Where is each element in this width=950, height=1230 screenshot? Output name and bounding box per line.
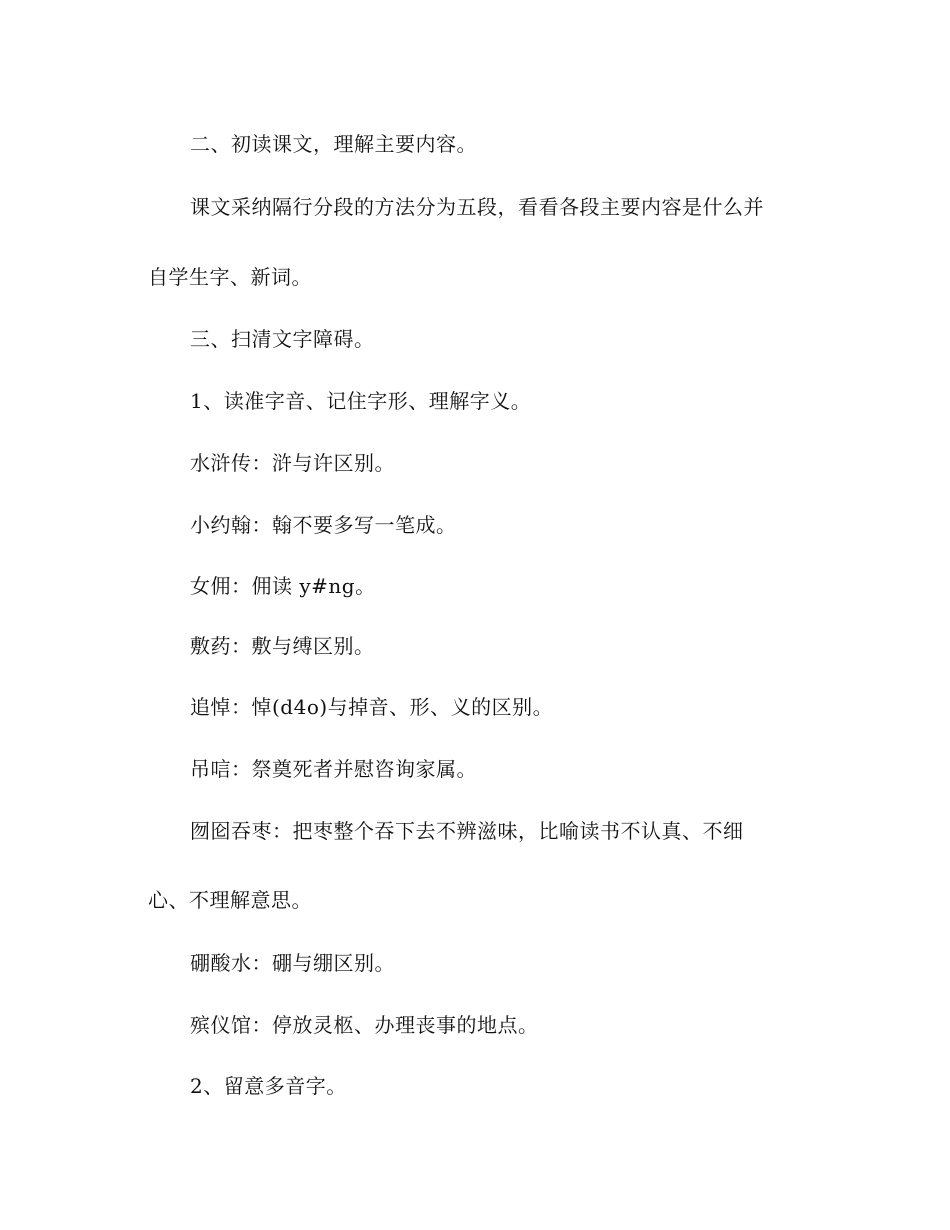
vocab-item: 女佣：佣读 y#ng。: [190, 574, 376, 598]
vocab-item: 敷药：敷与缚区别。: [190, 634, 375, 658]
vocab-item: 殡仪馆：停放灵柩、办理丧事的地点。: [190, 1013, 539, 1037]
subheading-2: 2、留意多音字。: [190, 1074, 347, 1098]
paragraph-line: 课文采纳隔行分段的方法分为五段，看看各段主要内容是什么并: [190, 195, 764, 219]
section-heading-2: 二、初读课文，理解主要内容。: [190, 132, 477, 156]
vocab-item: 囫囵吞枣：把枣整个吞下去不辨滋味，比喻读书不认真、不细: [190, 819, 744, 843]
vocab-item: 追悼：悼(d4o)与掉音、形、义的区别。: [190, 695, 554, 719]
vocab-item-continuation: 心、不理解意思。: [148, 888, 312, 912]
section-heading-3: 三、扫清文字障碍。: [190, 327, 375, 351]
vocab-item: 吊唁：祭奠死者并慰咨询家属。: [190, 757, 477, 781]
paragraph-line-continuation: 自学生字、新词。: [148, 265, 312, 289]
vocab-item: 硼酸水：硼与绷区别。: [190, 951, 395, 975]
vocab-item: 水浒传：浒与许区别。: [190, 451, 395, 475]
vocab-item: 小约翰：翰不要多写一笔成。: [190, 513, 457, 537]
subheading-1: 1、读准字音、记住字形、理解字义。: [190, 389, 532, 413]
